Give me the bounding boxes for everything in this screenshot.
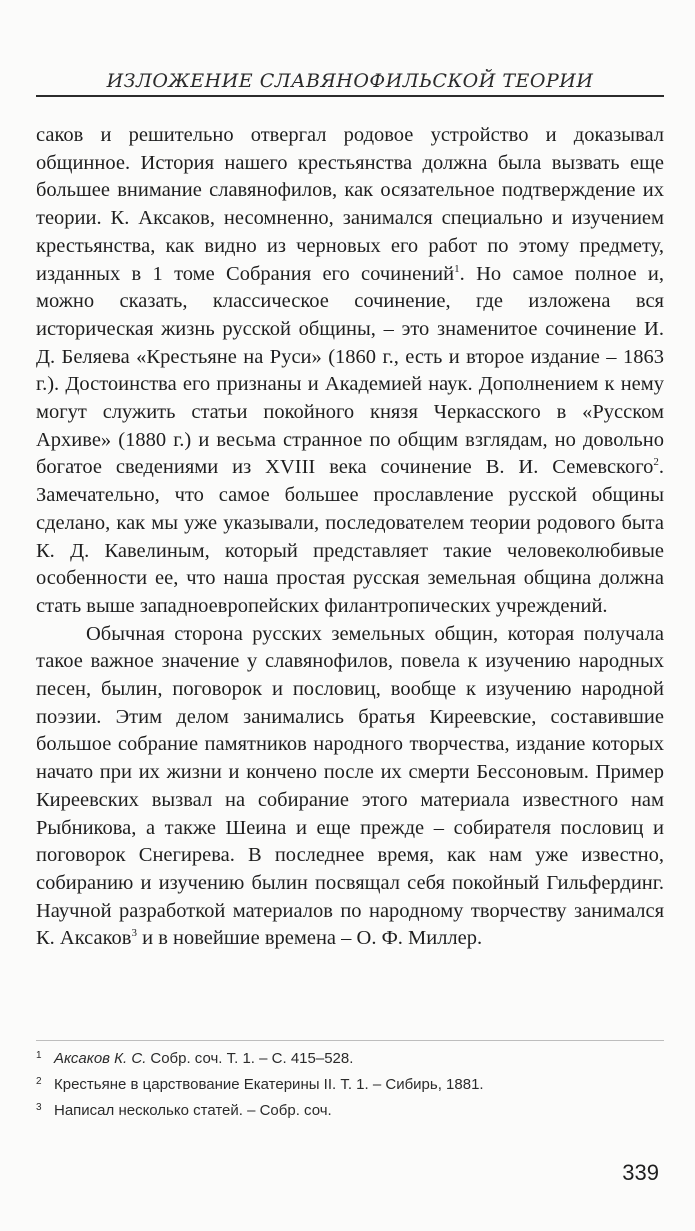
paragraph-1-part-1: саков и решительно отвергал родовое устройство и доказывал общинное. История нашего крестьянства должна была вызвать еще большее внимание славянофилов, как осязательное подтверждение их теории. К. Аксаков, несомненно, занимался специально и изучением крестьянства, как видно из черновых его работ по этому предмету, изданных в 1 томе Собрания его сочинений	[36, 124, 664, 285]
main-text	[36, 122, 664, 953]
footnote-author: Аксаков К. С.	[54, 1050, 147, 1067]
paragraph-1	[36, 122, 664, 621]
footnotes	[36, 1050, 664, 1128]
footnote-3	[36, 1102, 664, 1128]
footnote-ref-2[interactable]: 2	[653, 456, 659, 469]
footnote-2	[36, 1076, 664, 1102]
footnote-mark: 2	[36, 1076, 42, 1087]
footnote-1	[36, 1050, 664, 1076]
paragraph-2-part-2: и в новейшие времена – О. Ф. Миллер.	[136, 927, 483, 950]
running-header: ИЗЛОЖЕНИЕ СЛАВЯНОФИЛЬСКОЙ ТЕОРИИ	[106, 70, 594, 92]
paragraph-2	[36, 621, 664, 953]
paragraph-2-part-1: Обычная сторона русских земельных общин, которая получала такое важное значение у славянофилов, повела к изучению народных песен, былин, поговорок и пословиц, вообще к изучению народной поэзии. Этим делом занимались братья Киреевские, составившие большое собрание памятников народного творчества, издание которых начато при их жизни и кончено после их смерти Бессоновым. Пример Киреевских вызвал на собирание этого материала известного нам Рыбникова, а также Шеина и еще прежде – собирателя пословиц и поговорок Снегирева. В последнее время, как нам уже известно, собиранию и изучению былин посвящал себя покойный Гильфердинг. Научной разработкой материалов по народному творчеству занимался К. Аксаков	[36, 622, 664, 950]
footnote-ref-1[interactable]: 1	[454, 262, 460, 275]
footnote-mark: 3	[36, 1102, 42, 1113]
footnote-rule	[36, 1040, 664, 1041]
footnote-mark: 1	[36, 1050, 42, 1061]
page-number: 339	[622, 1160, 659, 1185]
footnote-ref-3[interactable]: 3	[131, 927, 137, 940]
footnote-text: Написал несколько статей. – Собр. соч.	[54, 1102, 332, 1119]
paragraph-1-part-2: . Но самое полное и, можно сказать, классическое сочинение, где изложена вся историческая жизнь русской общины, – это знаменитое сочинение И. Д. Беляева «Крестьяне на Руси» (1860 г., есть и второе издание – 1863 г.). Достоинства его признаны и Академией наук. Дополнением к нему могут служить статьи покойного князя Черкасского в «Русском Архиве» (1880 г.) и весьма странное по общим взглядам, но довольно богатое сведениями из XVIII века сочинение В. И. Семевского	[36, 262, 664, 479]
footnote-text: Крестьяне в царствование Екатерины II. Т. 1. – Сибирь, 1881.	[54, 1076, 484, 1093]
header-rule	[36, 95, 664, 97]
paragraph-1-part-3: . Замечательно, что самое большее прославление русской общины сделано, как мы уже указывали, последователем теории родового быта К. Д. Кавелиным, который представляет такие человеколюбивые особенности ее, что наша простая русская земельная община должна стать выше западноевропейских филантропических учреждений.	[36, 456, 664, 617]
footnote-text: Собр. соч. Т. 1. – С. 415–528.	[150, 1050, 354, 1067]
